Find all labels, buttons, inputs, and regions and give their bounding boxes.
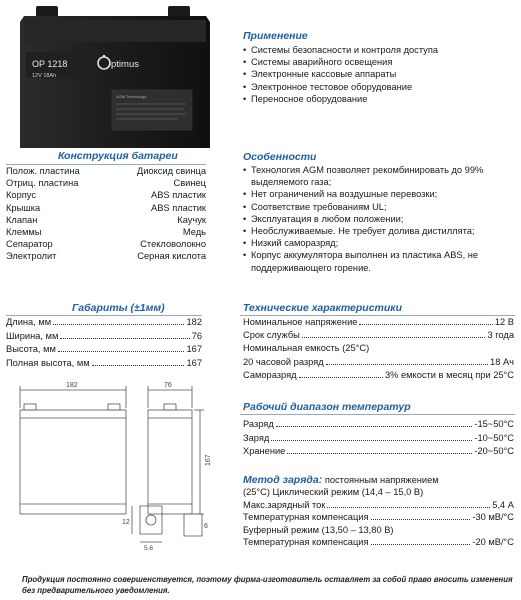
temp-row [243,445,514,459]
dimension-row [6,343,202,357]
application-list [243,44,513,105]
spec-row-leader [302,337,486,338]
spec-row-value: 12 В [494,317,514,327]
spec-row-value: 18 Ач [490,356,514,367]
construction-row-label: Клеммы [6,227,42,238]
temp-row-leader [271,440,472,441]
feature-item: • Соответствие требованиям UL; [243,201,509,213]
application-title: Применение [243,30,308,42]
charge-row-leader [371,519,471,520]
spec-row [243,316,514,329]
feature-item: • Эксплуатация в любом положении; [243,213,509,225]
charge-table [243,499,514,549]
charge-title-rest: постоянным напряжением [322,475,439,485]
construction-row-label: Отриц. пластина [6,178,79,189]
construction-row-value: ABS пластик [151,202,206,213]
construction-table [6,165,206,263]
dimension-row-value: 167 [186,344,202,354]
dimensions-table [6,316,202,370]
application-item: • Электронные кассовые аппараты [243,68,513,80]
dimension-row-leader [92,365,185,366]
footer-line-2: без предварительного уведомления. [22,586,170,595]
drawing-length-label: 182 [66,382,78,389]
construction-row-label: Крышка [6,202,41,213]
temp-row [243,432,514,446]
charge-cyclic: (25°С) Циклический режим (14,4 – 15,0 В) [243,487,424,497]
construction-row-value: Серная кислота [137,251,206,262]
temp-row [243,418,514,432]
application-item: • Системы аварийного освещения [243,56,513,68]
construction-row [6,226,206,238]
construction-row [6,202,206,214]
construction-row [6,165,206,177]
construction-row [6,214,206,226]
temp-rule [240,414,515,415]
charge-heading [243,474,439,486]
battery-image [18,6,213,148]
charge-row-label: Буферный режим (13,50 – 13,80 В) [243,524,394,535]
temp-row-label: Разряд [243,419,274,429]
dimension-row-label: Полная высота, мм [6,357,90,368]
spec-row-leader [359,324,492,325]
features-list [243,164,509,274]
temp-row-label: Хранение [243,446,286,456]
dimension-row [6,330,202,344]
construction-row [6,189,206,201]
construction-row-label: Корпус [6,190,36,201]
dimension-row-value: 167 [186,357,202,368]
temp-table [243,418,514,459]
charge-row [243,524,514,536]
construction-title: Конструкция батареи [58,150,178,162]
construction-row-label: Сепаратор [6,239,53,250]
dimension-row-leader [60,338,189,339]
temp-row-leader [287,453,472,454]
temp-row-label: Заряд [243,432,270,443]
spec-row-value: 3 года [487,330,514,341]
charge-row-value: -30 мВ/°С [472,512,514,523]
construction-row-label: Полож. пластина [6,166,80,176]
drawing-terminal-height: 12 [122,519,130,526]
spec-row-label: Срок службы [243,330,300,341]
battery-sticker-text: AGM Technology [116,94,147,99]
spec-row-label: Саморазряд [243,369,297,380]
spec-row-label: 20 часовой разряд [243,356,324,367]
temp-row-leader [276,426,473,427]
dimension-row [6,316,202,330]
charge-row-leader [371,544,471,545]
construction-row-value: ABS пластик [151,190,206,201]
spec-row-leader [326,364,488,365]
construction-row-label: Электролит [6,251,57,262]
charge-row [243,511,514,523]
dimension-row-leader [58,351,185,352]
charge-row-label: Температурная компенсация [243,512,369,523]
temp-row-value: -15~50°С [474,419,514,429]
construction-row-value: Стекловолокно [140,239,206,250]
drawing-terminal-thickness: 6 [204,523,208,530]
charge-row-value: 5,4 А [492,500,514,510]
dimension-row-leader [53,324,184,325]
dimension-row-label: Длина, мм [6,317,52,327]
spec-row-label: Номинальное напряжение [243,317,358,327]
spec-row-label: Номинальная емкость (25°С) [243,343,370,354]
feature-item: • Корпус аккумулятора выполнен из пластика ABS, не поддерживающего горение. [243,249,509,273]
spec-row [243,356,514,369]
dimension-row-label: Высота, мм [6,344,56,354]
battery-rating-text: 12V 18Ah [32,73,57,79]
specs-title: Технические характеристики [243,302,403,314]
application-item: • Системы безопасности и контроля доступа [243,44,513,56]
dimensions-title: Габариты (±1мм) [72,302,165,314]
spec-row-value: 3% емкости в месяц при 25°С [384,369,514,380]
drawing-width-label: 76 [164,382,172,389]
construction-row-label: Клапан [6,214,38,225]
dimension-row [6,357,202,371]
charge-row [243,499,514,511]
drawing-terminal-width: 5,6 [144,545,154,550]
construction-row-value: Диоксид свинца [136,166,206,176]
charge-row-leader [327,507,490,508]
footer-line-1: Продукция постоянно совершенствуется, поэтому фирма-изготовитель оставляет за собой право вносить изменения [22,575,513,584]
construction-row [6,238,206,250]
footer-note [22,574,518,596]
spec-row [243,329,514,342]
battery-model-text: OP 1218 [32,59,68,69]
temp-title: Рабочий диапазон температур [243,401,411,413]
spec-row [243,342,514,355]
feature-item: • Необслуживаемые. Не требует долива дистиллята; [243,225,509,237]
construction-row [6,177,206,189]
application-item: • Электронное тестовое оборудование [243,81,513,93]
features-title: Особенности [243,151,317,163]
dimension-drawing [4,378,224,555]
construction-row-value: Медь [182,227,206,238]
dimension-row-value: 76 [191,330,202,341]
specs-table [243,316,514,382]
dimension-row-label: Ширина, мм [6,330,59,341]
drawing-height-label: 167 [205,454,212,466]
feature-item: • Низкий саморазряд; [243,237,509,249]
spec-row-leader [299,377,383,378]
battery-brand-text: ptimus [111,59,139,70]
temp-row-value: -20~50°С [474,446,514,456]
construction-row-value: Свинец [173,178,206,189]
charge-row-value: -20 мВ/°С [472,537,514,548]
charge-row-label: Макс.зарядный ток [243,500,326,510]
construction-row-value: Каучук [177,214,206,225]
construction-row [6,250,206,262]
feature-item: • Технология AGM позволяет рекомбинировать до 99% выделяемого газа; [243,164,509,188]
charge-row [243,536,514,548]
feature-item: • Нет ограничений на воздушные перевозки; [243,188,509,200]
temp-row-value: -10~50°С [474,432,514,443]
charge-row-label: Температурная компенсация [243,537,369,548]
dimension-row-value: 182 [186,317,202,327]
charge-title: Метод заряда: [243,474,323,486]
spec-row [243,369,514,382]
application-item: • Переносное оборудование [243,93,513,105]
